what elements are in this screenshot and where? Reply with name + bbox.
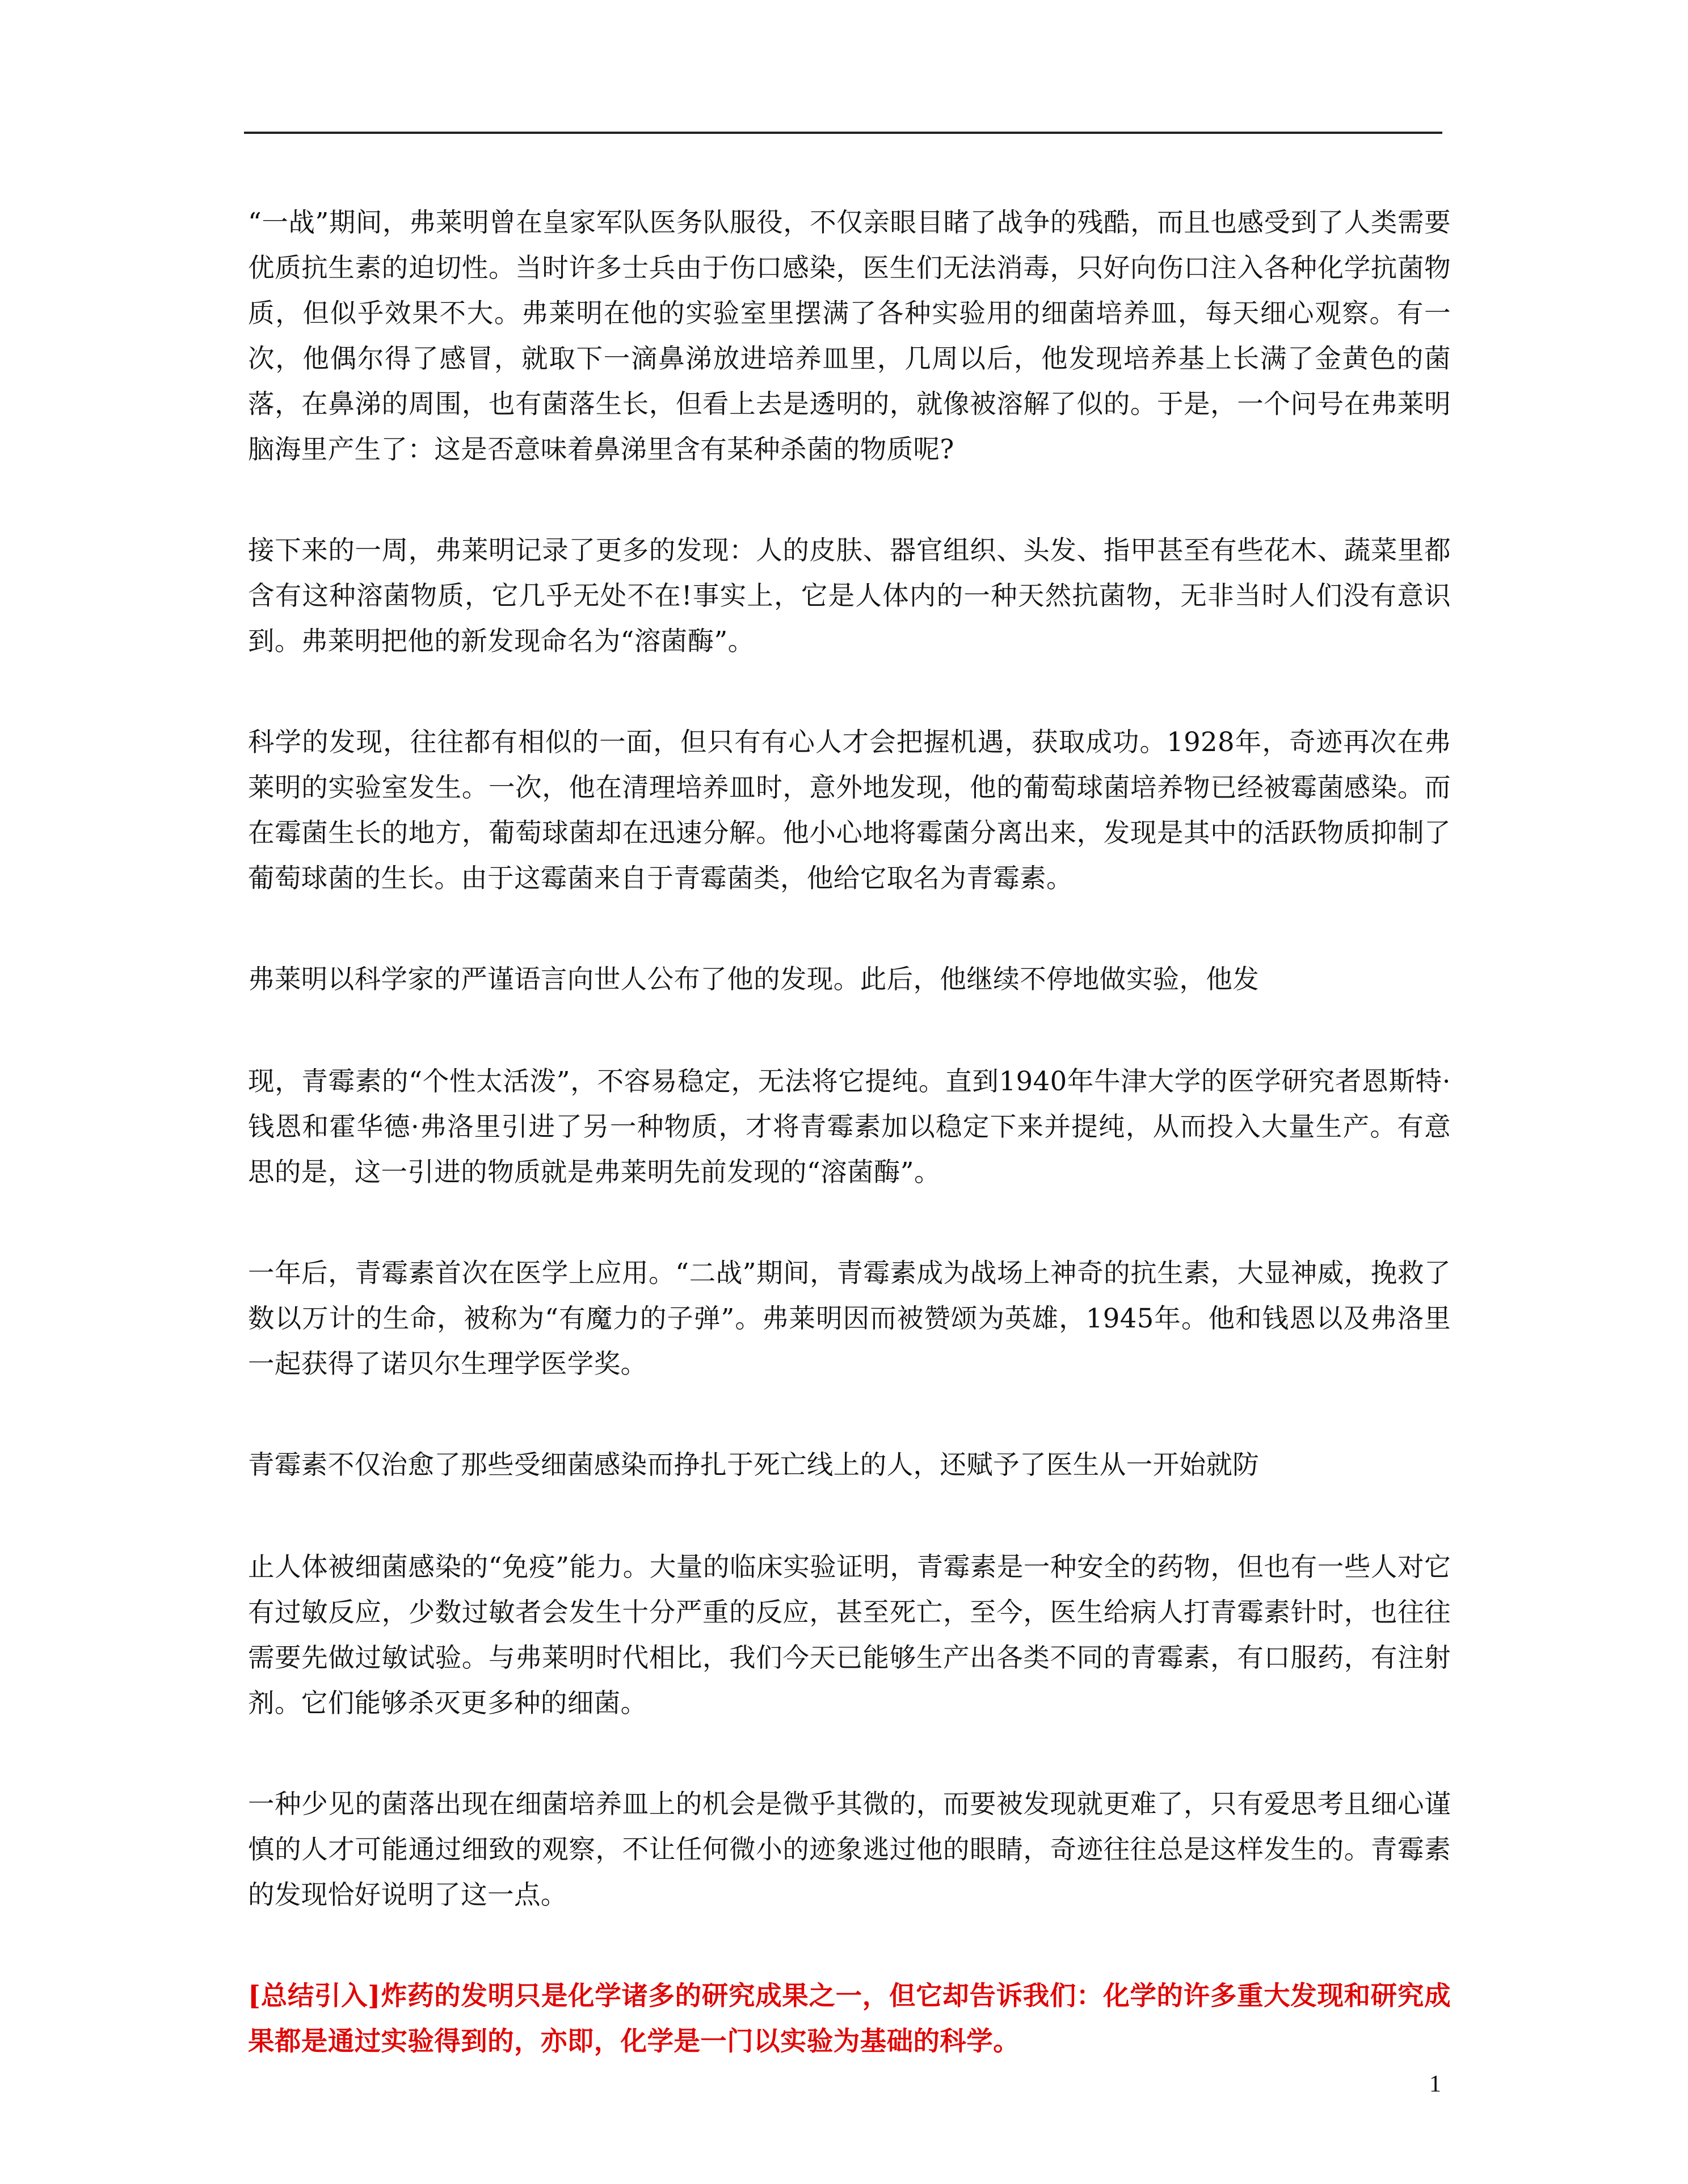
paragraph-9: 一种少见的菌落出现在细菌培养皿上的机会是微乎其微的，而要被发现就更难了，只有爱思考且细心谨慎的人才可能通过细致的观察，不让任何微小的迹象逃过他的眼睛，奇迹往往总是这样发生的。青霉素的发现恰好说明了这一点。 [248, 1789, 1451, 1910]
paragraph-3: 科学的发现，往往都有相似的一面，但只有有心人才会把握机遇，获取成功。1928年，奇迹再次在弗莱明的实验室发生。一次，他在清理培养皿时，意外地发现，他的葡萄球菌培养物已经被霉菌感染。而在霉菌生长的地方，葡萄球菌却在迅速分解。他小心地将霉菌分离出来，发现是其中的活跃物质抑制了葡萄球菌的生长。由于这霉菌来自于青霉菌类，他给它取名为青霉素。 [248, 727, 1451, 893]
summary-paragraph: [总结引入]炸药的发明只是化学诸多的研究成果之一，但它却告诉我们：化学的许多重大发现和研究成果都是通过实验得到的，亦即，化学是一门以实验为基础的科学。 [248, 1980, 1451, 2056]
paragraph-2: 接下来的一周，弗莱明记录了更多的发现：人的皮肤、器官组织、头发、指甲甚至有些花木、蔬菜里都含有这种溶菌物质，它几乎无处不在!事实上，它是人体内的一种天然抗菌物，无非当时人们没有意识到。弗莱明把他的新发现命名为“溶菌酶”。 [248, 535, 1451, 656]
paragraph-1: “一战”期间，弗莱明曾在皇家军队医务队服役，不仅亲眼目睹了战争的残酷，而且也感受到了人类需要优质抗生素的迫切性。当时许多士兵由于伤口感染，医生们无法消毒，只好向伤口注入各种化学抗菌物质，但似乎效果不大。弗莱明在他的实验室里摆满了各种实验用的细菌培养皿，每天细心观察。有一次，他偶尔得了感冒，就取下一滴鼻涕放进培养皿里，几周以后，他发现培养基上长满了金黄色的菌落，在鼻涕的周围，也有菌落生长，但看上去是透明的，就像被溶解了似的。于是，一个问号在弗莱明脑海里产生了：这是否意味着鼻涕里含有某种杀菌的物质呢? [248, 207, 1451, 465]
paragraph-8: 止人体被细菌感染的“免疫”能力。大量的临床实验证明，青霉素是一种安全的药物，但也有一些人对它有过敏反应，少数过敏者会发生十分严重的反应，甚至死亡，至今，医生给病人打青霉素针时，也往往需要先做过敏试验。与弗莱明时代相比，我们今天已能够生产出各类不同的青霉素，有口服药，有注射剂。它们能够杀灭更多种的细菌。 [248, 1551, 1451, 1718]
paragraph-7: 青霉素不仅治愈了那些受细菌感染而挣扎于死亡线上的人，还赋予了医生从一开始就防 [248, 1449, 1260, 1480]
paragraph-4: 弗莱明以科学家的严谨语言向世人公布了他的发现。此后，他继续不停地做实验，他发 [248, 964, 1260, 994]
header-rule [244, 132, 1442, 134]
page-number: 1 [1429, 2071, 1441, 2097]
paragraph-5: 现，青霉素的“个性太活泼”，不容易稳定，无法将它提纯。直到1940年牛津大学的医学研究者恩斯特·钱恩和霍华德·弗洛里引进了另一种物质，才将青霉素加以稳定下来并提纯，从而投入大量生产。有意思的是，这一引进的物质就是弗莱明先前发现的“溶菌酶”。 [248, 1066, 1451, 1187]
paragraph-6: 一年后，青霉素首次在医学上应用。“二战”期间，青霉素成为战场上神奇的抗生素，大显神威，挽救了数以万计的生命，被称为“有魔力的子弹”。弗莱明因而被赞颂为英雄，1945年。他和钱恩以及弗洛里一起获得了诺贝尔生理学医学奖。 [248, 1258, 1451, 1379]
document-body [248, 200, 1451, 2064]
